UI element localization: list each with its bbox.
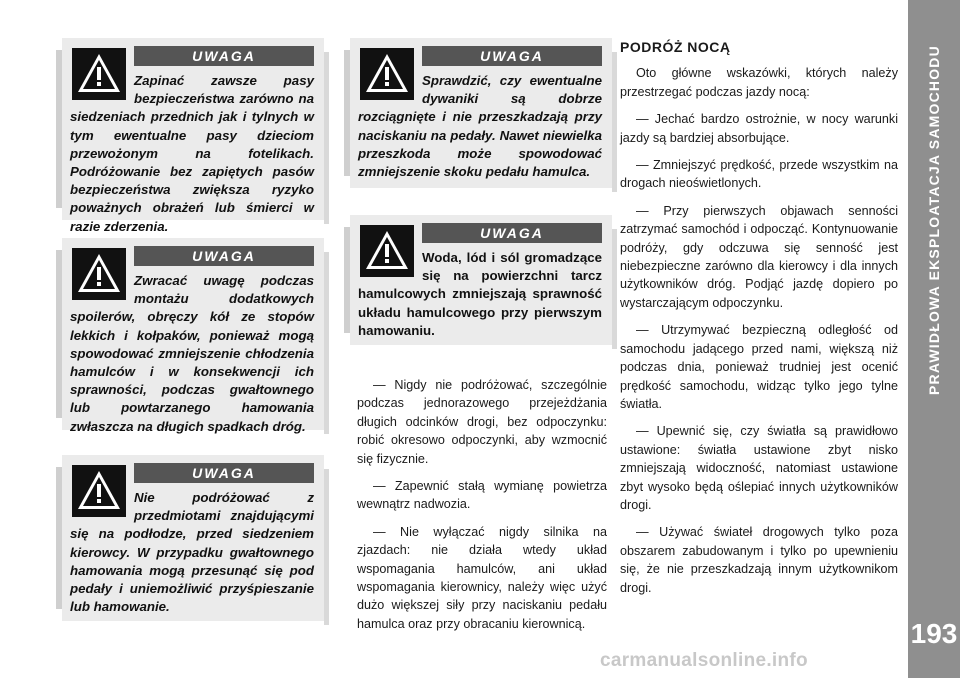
watermark: carmanualsonline.info [600,650,808,671]
warning-text: Zwracać uwagę podczas montażu dodatkowych spoilerów, obręczy kół ze stopów lekkich i kołpaków, ponieważ mogą spowodować zmniejszenie chłodzenia hamulców i w konsekwencji ich sprawności, podczas gwałtownego lub powtarzanego hamowania zwłaszcza na długich spadkach dróg. [70,273,314,434]
paragraph: — Przy pierwszych objawach senności zatrzymać samochód i odpocząć. Kontynuowanie podróży, gdy odczuwa się senność jest niebezpieczne zarówno dla kierowcy i dla innych użytkowników dróg. Podjąć jazdę dopiero po wystarczającym odpoczynku. [620,203,898,310]
paragraph: — Jechać bardzo ostrożnie, w nocy warunki jazdy są bardziej absorbujące. [620,112,898,145]
chapter-title: PRAWIDŁOWA EKSPLOATACJA SAMOCHODU [926,45,942,395]
chapter-sidebar [908,0,960,678]
warning-header: UWAGA [422,46,602,66]
paragraph: — Używać świateł drogowych tylko poza obszarem zabudowanym i tylko po upewnieniu się, że nie przeszkadzają innym użytkownikom drogi. [620,525,898,595]
warning-triangle-icon [72,48,126,100]
warning-header: UWAGA [422,223,602,243]
warning-header: UWAGA [134,463,314,483]
warning-box-water-ice [350,215,612,345]
warning-header: UWAGA [134,46,314,66]
warning-triangle-icon [360,225,414,277]
warning-box-seatbelts [62,38,324,234]
paragraph: — Upewnić się, czy światła są prawidłowo ustawione: światła ustawione zbyt nisko zmniejszają widoczność, natomiast ustawione zbyt wysoko będą oślepiać innych użytkowników drogi. [620,424,898,512]
warning-text: Zapinać zawsze pasy bezpieczeństwa zarówno na siedzeniach przednich jak i tylnych w tym ewentualne pasy dzieciom przewożonym na fotelikach. Podróżowanie bez zapiętych pasów bezpieczeństwa zwiększa ryzyko poważnych obrażeń lub śmierci w razie zderzenia. [70,73,314,234]
night-driving-section [620,38,898,606]
warning-triangle-icon [72,465,126,517]
driving-tips-text [357,376,607,642]
warning-text: Nie podróżować z przedmiotami znajdującymi się na podłodze, przed siedzeniem kierowcy. W przypadku gwałtownego hamowania mogą przesunąć się pod pedały i uniemożliwić przyśpieszanie lub hamowanie. [70,490,314,615]
warning-box-mats [350,38,612,188]
warning-triangle-icon [360,48,414,100]
paragraph: — Zapewnić stałą wymianę powietrza wewnątrz nadwozia. [357,479,607,512]
page-number: 193 [910,618,958,649]
warning-text: Sprawdzić, czy ewentualne dywaniki są dobrze rozciągnięte i nie przeszkadzają przy naciskaniu na pedały. Nawet niewielka przeszkoda może spowodować zmniejszenie skoku pedału hamulca. [358,73,602,180]
warning-header: UWAGA [134,246,314,266]
warning-text: Woda, lód i sól gromadzące się na powierzchni tarcz hamulcowych zmniejszają sprawność układu hamulcowego przy pierwszym hamowaniu. [358,250,602,338]
paragraph: — Nie wyłączać nigdy silnika na zjazdach: nie działa wtedy układ wspomagania hamulców, ani układ wspomagania kierownicy, należy więc użyć dużo większej siły przy naciskaniu pedału hamulca oraz przy obracaniu kierownicą. [357,524,607,631]
warning-triangle-icon [72,248,126,300]
paragraph: — Zmniejszyć prędkość, przede wszystkim na drogach nieoświetlonych. [620,158,898,191]
paragraph: — Utrzymywać bezpieczną odległość od samochodu jadącego przed nami, większą niż podczas dnia, ponieważ trudniej jest ocenić prędkość samochodu, widząc tylko jego tylne światła. [620,323,898,411]
paragraph: — Nigdy nie podróżować, szczególnie podczas jednorazowego przejeżdżania długich odcinków drogi, bez odpoczynku: robić okresowo odpoczynki, aby wzmocnić się fizycznie. [357,378,607,466]
warning-box-spoilers [62,238,324,434]
paragraph: Oto główne wskazówki, których należy przestrzegać podczas jazdy nocą: [620,66,898,99]
section-title: PODRÓŻ NOCĄ [620,39,731,55]
warning-box-objects-floor [62,455,324,621]
